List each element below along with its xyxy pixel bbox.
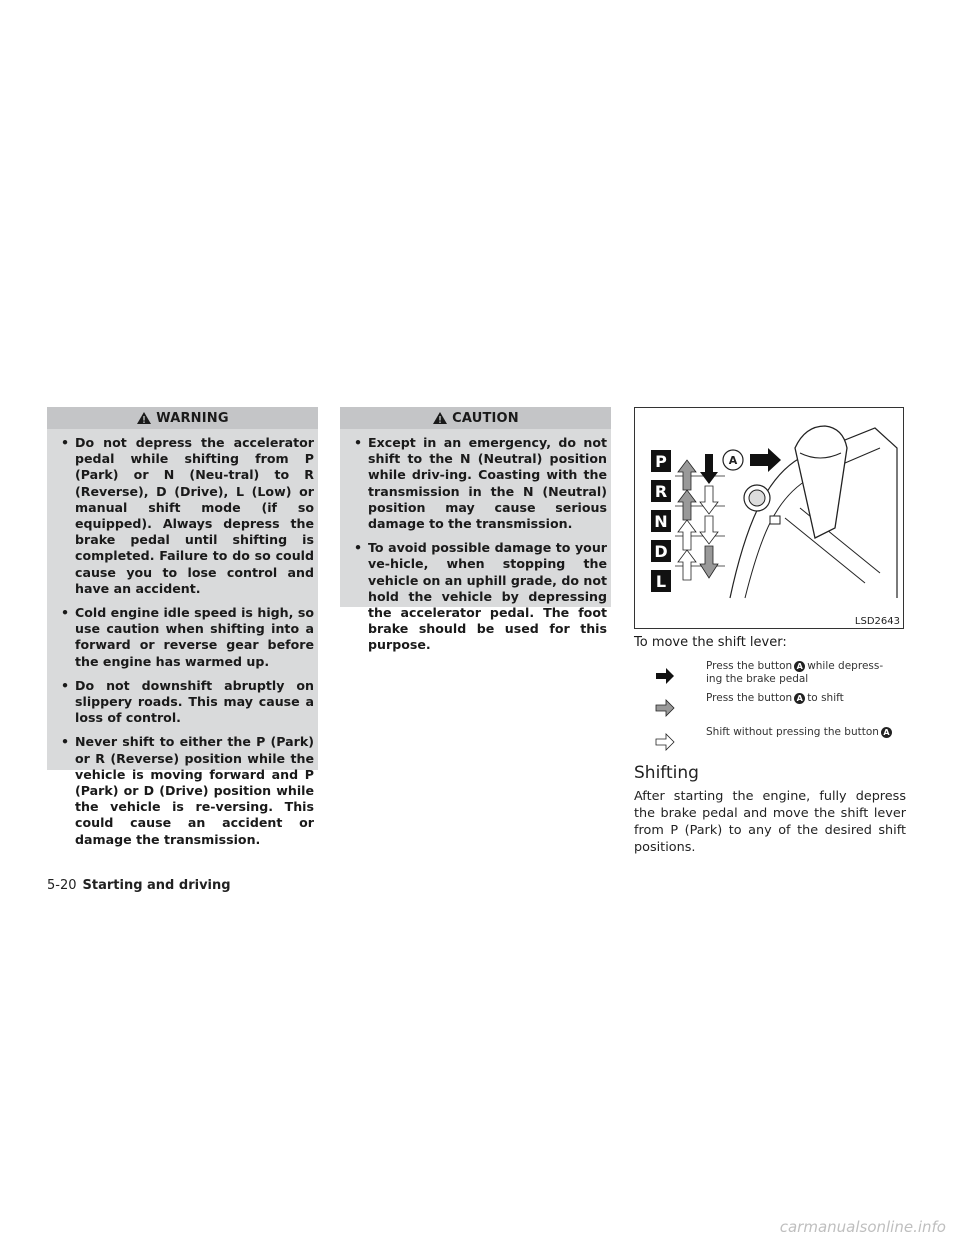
caution-item: • To avoid possible damage to your ve-hicle, when stopping the vehicle on an uphill grade, do not hold the vehicle by depressing the accelerator pedal. The foot brake should be used for this purpose. (354, 540, 607, 653)
gear-r-label: R (654, 482, 668, 501)
legend-row1-text-c: ing the brake pedal (706, 673, 809, 685)
warning-box (47, 407, 318, 847)
button-a-badge: A (794, 693, 805, 704)
section-heading: Shifting (634, 763, 699, 783)
legend-row-gray-arrow (634, 692, 904, 722)
legend-title: To move the shift lever: (634, 635, 787, 650)
gray-arrow-icon (654, 692, 676, 722)
warning-triangle-icon (136, 411, 152, 425)
legend-row-white-arrow (634, 726, 904, 756)
legend-row1-text-a: Press the button (706, 660, 793, 672)
callout-a-label: A (728, 454, 738, 467)
shift-lever-figure (634, 407, 904, 629)
caution-title: CAUTION (452, 410, 519, 426)
warning-header (47, 407, 318, 429)
legend-row3-text-a: Shift without pressing the button (706, 726, 879, 738)
white-arrow-icon (654, 726, 676, 756)
legend-row-black-arrow (634, 660, 904, 690)
chapter-title: Starting and driving (82, 878, 231, 893)
legend-row1-text-b: while depress- (807, 660, 884, 672)
gear-d-label: D (654, 542, 668, 561)
gear-p-label: P (655, 452, 667, 471)
warning-list (47, 429, 318, 864)
legend-row2-text-a: Press the button (706, 692, 793, 704)
warning-item: • Cold engine idle speed is high, so use caution when shifting into a forward or reverse gear before the engine has warmed up. (61, 605, 314, 670)
gear-l-label: L (655, 572, 667, 591)
button-a-badge: A (794, 661, 805, 672)
black-arrow-icon (654, 660, 676, 690)
shift-lever-illustration (635, 408, 903, 628)
caution-triangle-icon (432, 411, 448, 425)
warning-item: • Do not depress the accelerator pedal while shifting from P (Park) or N (Neu-tral) to R (Reverse), D (Drive), L (Low) or manual shift mode (if so equipped). Always depress the brake pedal until shifting is completed. Failure to do so could cause you to lose control and have an accident. (61, 435, 314, 597)
caution-list (340, 429, 611, 670)
warning-title: WARNING (156, 410, 229, 426)
caution-box (340, 407, 611, 653)
warning-item: • Never shift to either the P (Park) or R (Reverse) position while the vehicle is moving forward and P (Park) or D (Drive) position while the vehicle is re-versing. This could cause an accident or damage the transmission. (61, 734, 314, 847)
caution-header (340, 407, 611, 429)
caution-item: • Except in an emergency, do not shift to the N (Neutral) position while driv-ing. Coasting with the transmission in the N (Neutral) position may cause serious damage to the transmission. (354, 435, 607, 532)
figure-code: LSD2643 (854, 616, 900, 627)
gear-n-label: N (654, 512, 668, 531)
watermark: carmanualsonline.info (779, 1218, 946, 1236)
page-number: 5-20 (47, 878, 77, 893)
section-body: After starting the engine, fully depress the brake pedal and move the shift lever from P (Park) to any of the desired shift positions. (634, 789, 906, 855)
button-a-badge: A (881, 727, 892, 738)
page-footer (47, 878, 231, 893)
warning-item: • Do not downshift abruptly on slippery roads. This may cause a loss of control. (61, 678, 314, 727)
legend-row2-text-b: to shift (807, 692, 844, 704)
